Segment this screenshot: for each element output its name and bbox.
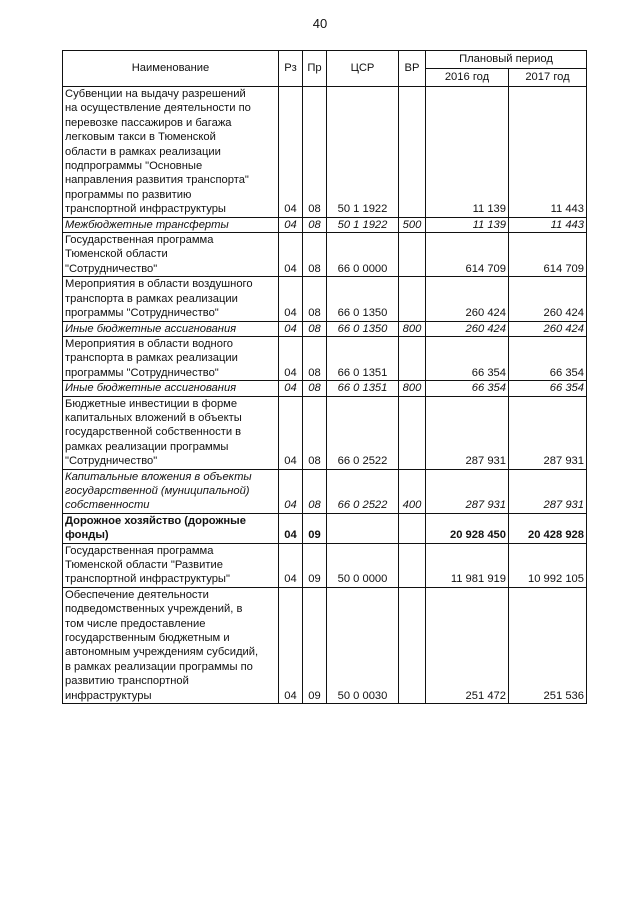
table-row bbox=[63, 217, 587, 232]
cell-amount-2016: 20 928 450 bbox=[426, 513, 509, 543]
header-planned-period: Плановый период bbox=[426, 51, 587, 69]
cell-pr: 08 bbox=[303, 396, 327, 469]
cell-pr: 09 bbox=[303, 513, 327, 543]
cell-amount-2016: 260 424 bbox=[426, 277, 509, 321]
cell-amount-2017: 251 536 bbox=[509, 587, 587, 703]
cell-csr: 50 0 0030 bbox=[327, 587, 399, 703]
cell-pr: 08 bbox=[303, 336, 327, 380]
cell-csr: 66 0 1351 bbox=[327, 381, 399, 396]
cell-amount-2017: 614 709 bbox=[509, 233, 587, 277]
cell-vr: 800 bbox=[399, 381, 426, 396]
cell-pr: 08 bbox=[303, 469, 327, 513]
cell-name: Дорожное хозяйство (дорожные фонды) bbox=[63, 513, 279, 543]
cell-vr bbox=[399, 87, 426, 218]
cell-amount-2017: 66 354 bbox=[509, 336, 587, 380]
cell-vr: 400 bbox=[399, 469, 426, 513]
header-name: Наименование bbox=[63, 51, 279, 87]
cell-rz: 04 bbox=[279, 277, 303, 321]
table-row bbox=[63, 277, 587, 321]
cell-pr: 09 bbox=[303, 587, 327, 703]
cell-csr: 66 0 1351 bbox=[327, 336, 399, 380]
cell-name: Государственная программа Тюменской области "Развитие транспортной инфраструктуры" bbox=[63, 543, 279, 587]
cell-rz: 04 bbox=[279, 469, 303, 513]
cell-name: Мероприятия в области водного транспорта в рамках реализации программы "Сотрудничество" bbox=[63, 336, 279, 380]
header-pr: Пр bbox=[303, 51, 327, 87]
cell-csr: 66 0 2522 bbox=[327, 396, 399, 469]
cell-name: Бюджетные инвестиции в форме капитальных вложений в объекты государственной собственности в рамках реализации программы "Сотрудничество" bbox=[63, 396, 279, 469]
cell-csr: 66 0 0000 bbox=[327, 233, 399, 277]
table-row bbox=[63, 513, 587, 543]
header-year-2016: 2016 год bbox=[426, 69, 509, 87]
cell-vr bbox=[399, 396, 426, 469]
cell-vr bbox=[399, 277, 426, 321]
cell-name: Капитальные вложения в объекты государственной (муниципальной) собственности bbox=[63, 469, 279, 513]
cell-csr: 50 0 0000 bbox=[327, 543, 399, 587]
cell-pr: 09 bbox=[303, 543, 327, 587]
cell-csr: 50 1 1922 bbox=[327, 217, 399, 232]
cell-amount-2016: 66 354 bbox=[426, 336, 509, 380]
cell-amount-2017: 20 428 928 bbox=[509, 513, 587, 543]
cell-pr: 08 bbox=[303, 381, 327, 396]
header-vr: ВР bbox=[399, 51, 426, 87]
cell-pr: 08 bbox=[303, 277, 327, 321]
cell-amount-2017: 11 443 bbox=[509, 87, 587, 218]
cell-rz: 04 bbox=[279, 381, 303, 396]
cell-name: Обеспечение деятельности подведомственных учреждений, в том числе предоставление государственным бюджетным и автономным учреждениям субсидий, в рамках реализации программы по развитию транспортной инфраструктуры bbox=[63, 587, 279, 703]
header-rz: Рз bbox=[279, 51, 303, 87]
cell-vr bbox=[399, 233, 426, 277]
cell-amount-2016: 11 139 bbox=[426, 87, 509, 218]
cell-rz: 04 bbox=[279, 513, 303, 543]
table-row bbox=[63, 543, 587, 587]
cell-amount-2017: 260 424 bbox=[509, 321, 587, 336]
cell-amount-2016: 260 424 bbox=[426, 321, 509, 336]
table-row bbox=[63, 587, 587, 703]
cell-pr: 08 bbox=[303, 87, 327, 218]
table-row bbox=[63, 381, 587, 396]
cell-amount-2016: 11 139 bbox=[426, 217, 509, 232]
cell-amount-2016: 66 354 bbox=[426, 381, 509, 396]
cell-csr: 66 0 1350 bbox=[327, 277, 399, 321]
table-row bbox=[63, 396, 587, 469]
cell-amount-2016: 287 931 bbox=[426, 469, 509, 513]
cell-rz: 04 bbox=[279, 336, 303, 380]
cell-csr bbox=[327, 513, 399, 543]
page-number: 40 bbox=[312, 16, 328, 31]
table-header bbox=[63, 51, 587, 87]
cell-pr: 08 bbox=[303, 217, 327, 232]
cell-name: Мероприятия в области воздушного транспорта в рамках реализации программы "Сотрудничество" bbox=[63, 277, 279, 321]
table-row bbox=[63, 233, 587, 277]
cell-name: Межбюджетные трансферты bbox=[63, 217, 279, 232]
cell-vr bbox=[399, 513, 426, 543]
cell-rz: 04 bbox=[279, 217, 303, 232]
table-row bbox=[63, 469, 587, 513]
cell-amount-2016: 11 981 919 bbox=[426, 543, 509, 587]
cell-amount-2017: 287 931 bbox=[509, 396, 587, 469]
cell-vr bbox=[399, 543, 426, 587]
cell-vr: 500 bbox=[399, 217, 426, 232]
header-year-2017: 2017 год bbox=[509, 69, 587, 87]
cell-amount-2017: 287 931 bbox=[509, 469, 587, 513]
cell-name: Государственная программа Тюменской области "Сотрудничество" bbox=[63, 233, 279, 277]
cell-rz: 04 bbox=[279, 87, 303, 218]
cell-pr: 08 bbox=[303, 321, 327, 336]
cell-vr bbox=[399, 336, 426, 380]
cell-rz: 04 bbox=[279, 543, 303, 587]
cell-name: Иные бюджетные ассигнования bbox=[63, 321, 279, 336]
table-body bbox=[63, 87, 587, 704]
cell-rz: 04 bbox=[279, 396, 303, 469]
cell-amount-2017: 66 354 bbox=[509, 381, 587, 396]
cell-vr bbox=[399, 587, 426, 703]
cell-csr: 66 0 1350 bbox=[327, 321, 399, 336]
cell-amount-2017: 260 424 bbox=[509, 277, 587, 321]
cell-rz: 04 bbox=[279, 587, 303, 703]
table-row bbox=[63, 87, 587, 218]
cell-csr: 50 1 1922 bbox=[327, 87, 399, 218]
cell-pr: 08 bbox=[303, 233, 327, 277]
table-row bbox=[63, 336, 587, 380]
cell-name: Иные бюджетные ассигнования bbox=[63, 381, 279, 396]
cell-rz: 04 bbox=[279, 321, 303, 336]
cell-amount-2017: 11 443 bbox=[509, 217, 587, 232]
cell-amount-2016: 287 931 bbox=[426, 396, 509, 469]
cell-csr: 66 0 2522 bbox=[327, 469, 399, 513]
cell-name: Субвенции на выдачу разрешений на осуществление деятельности по перевозке пассажиров и багажа легковым такси в Тюменской области в рамках реализации подпрограммы "Основные направления развития транспорта" программы по развитию транспортной инфраструктуры bbox=[63, 87, 279, 218]
header-csr: ЦСР bbox=[327, 51, 399, 87]
budget-table bbox=[62, 50, 587, 704]
cell-rz: 04 bbox=[279, 233, 303, 277]
cell-amount-2016: 251 472 bbox=[426, 587, 509, 703]
cell-amount-2017: 10 992 105 bbox=[509, 543, 587, 587]
table-row bbox=[63, 321, 587, 336]
cell-amount-2016: 614 709 bbox=[426, 233, 509, 277]
cell-vr: 800 bbox=[399, 321, 426, 336]
